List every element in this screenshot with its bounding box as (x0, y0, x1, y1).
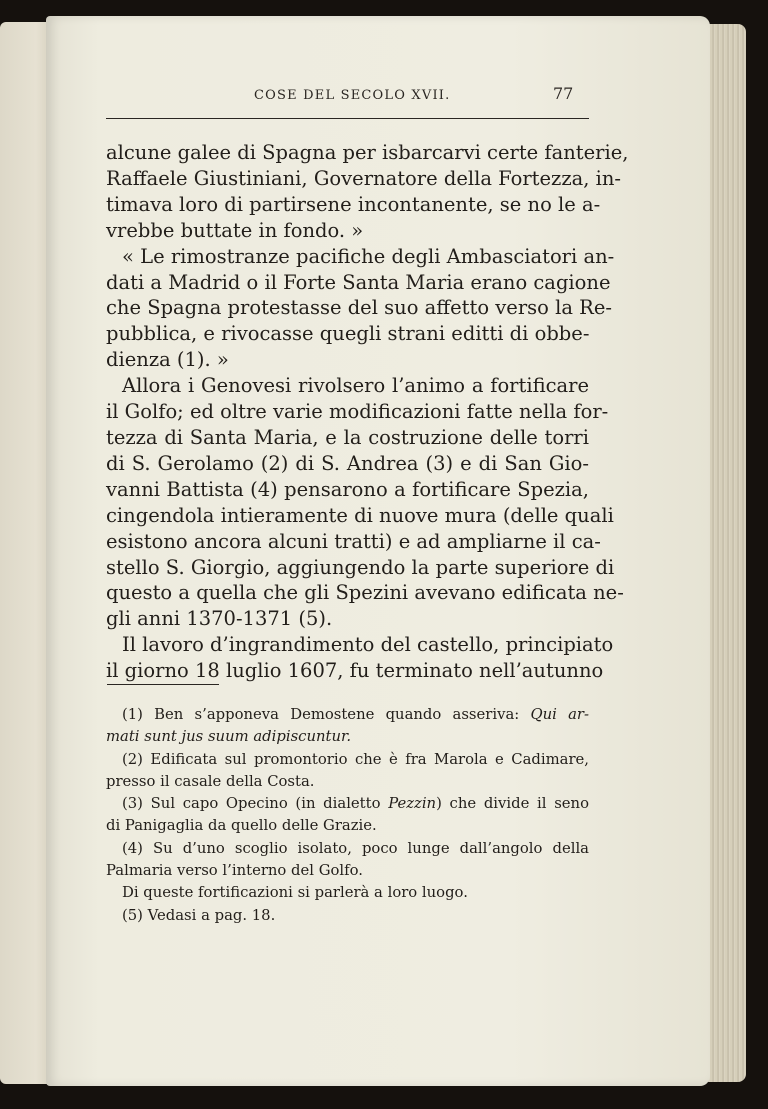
text-line: dati a Madrid o il Forte Santa Maria erano cagione (106, 270, 611, 294)
footnote-italic: mati sunt jus suum adipiscuntur. (106, 728, 352, 746)
text-line: Il lavoro d’ingrandimento del castello, principiato (122, 633, 614, 657)
text-line: alcune galee di Spagna per isbarcarvi certe fanterie, (106, 141, 629, 164)
text-line: Allora i Genovesi rivolsero l’animo a fortificare (122, 374, 589, 398)
footnote-5: (5) Vedasi a pag. 18. (122, 906, 276, 924)
footnote-rule (107, 684, 219, 685)
footnote-text: (1) Ben s’apponeva Demostene quando asseriva: (122, 706, 531, 723)
text-line: timava loro di partirsene incontanente, se no le a- (106, 192, 601, 216)
footnote-4-note: Di queste fortificazioni si parlerà a loro luogo. (122, 884, 468, 902)
text-line: vrebbe buttate in fondo. » (106, 218, 364, 242)
text-line: esistono ancora alcuni tratti) e ad ampliarne il ca- (106, 529, 601, 553)
text-line: cingendola intieramente di nuove mura (delle quali (106, 503, 614, 527)
text-line: « Le rimostranze pacifiche degli Ambasciatori an- (122, 244, 615, 268)
text-line: gli anni 1370-1371 (5). (106, 607, 333, 631)
page-number: 77 (553, 84, 574, 103)
text-line: il Golfo; ed oltre varie modificazioni fatte nella for- (106, 400, 609, 424)
header-rule (106, 118, 589, 119)
footnotes (106, 704, 589, 927)
text-line: tezza di Santa Maria, e la costruzione delle torri (106, 425, 589, 449)
footnote-2: (2) Edificata sul promontorio che è fra Marola e Cadimare, (122, 750, 589, 768)
text-line: dienza (1). » (106, 348, 229, 372)
text-line: il giorno 18 luglio 1607, fu terminato nell’autunno (106, 659, 604, 683)
text-line: di S. Gerolamo (2) di S. Andrea (3) e di San Gio- (106, 451, 589, 475)
footnote-4: (4) Su d’uno scoglio isolato, poco lunge dall’angolo della (122, 839, 589, 857)
footnote-2-cont: presso il casale della Costa. (106, 772, 315, 790)
text-line: che Spagna protestasse del suo affetto verso la Re- (106, 296, 612, 320)
text-line: questo a quella che gli Spezini avevano edificata ne- (106, 581, 624, 605)
footnote-1-cont (106, 726, 589, 748)
text-line: stello S. Giorgio, aggiungendo la parte superiore di (106, 555, 615, 579)
text-line: vanni Battista (4) pensarono a fortificare Spezia, (106, 477, 589, 501)
footnote-italic: Pezzin (388, 795, 437, 813)
footnote-3-cont: di Panigaglia da quello delle Grazie. (106, 817, 377, 835)
text-line: pubblica, e rivocasse quegli strani editti di obbe- (106, 322, 590, 346)
footnote-italic: Qui ar- (530, 706, 589, 723)
footnote-1 (106, 704, 589, 726)
text-line: Raffaele Giustiniani, Governatore della Fortezza, in- (106, 166, 622, 190)
footnote-4-cont: Palmaria verso l’interno del Golfo. (106, 862, 363, 880)
footnote-3 (106, 793, 589, 815)
footnote-text: (3) Sul capo Opecino (in dialetto (122, 795, 389, 813)
running-header: COSE DEL SECOLO XVII. (254, 88, 451, 103)
footnote-text: ) che divide il seno (436, 795, 589, 813)
body-text (106, 140, 629, 684)
